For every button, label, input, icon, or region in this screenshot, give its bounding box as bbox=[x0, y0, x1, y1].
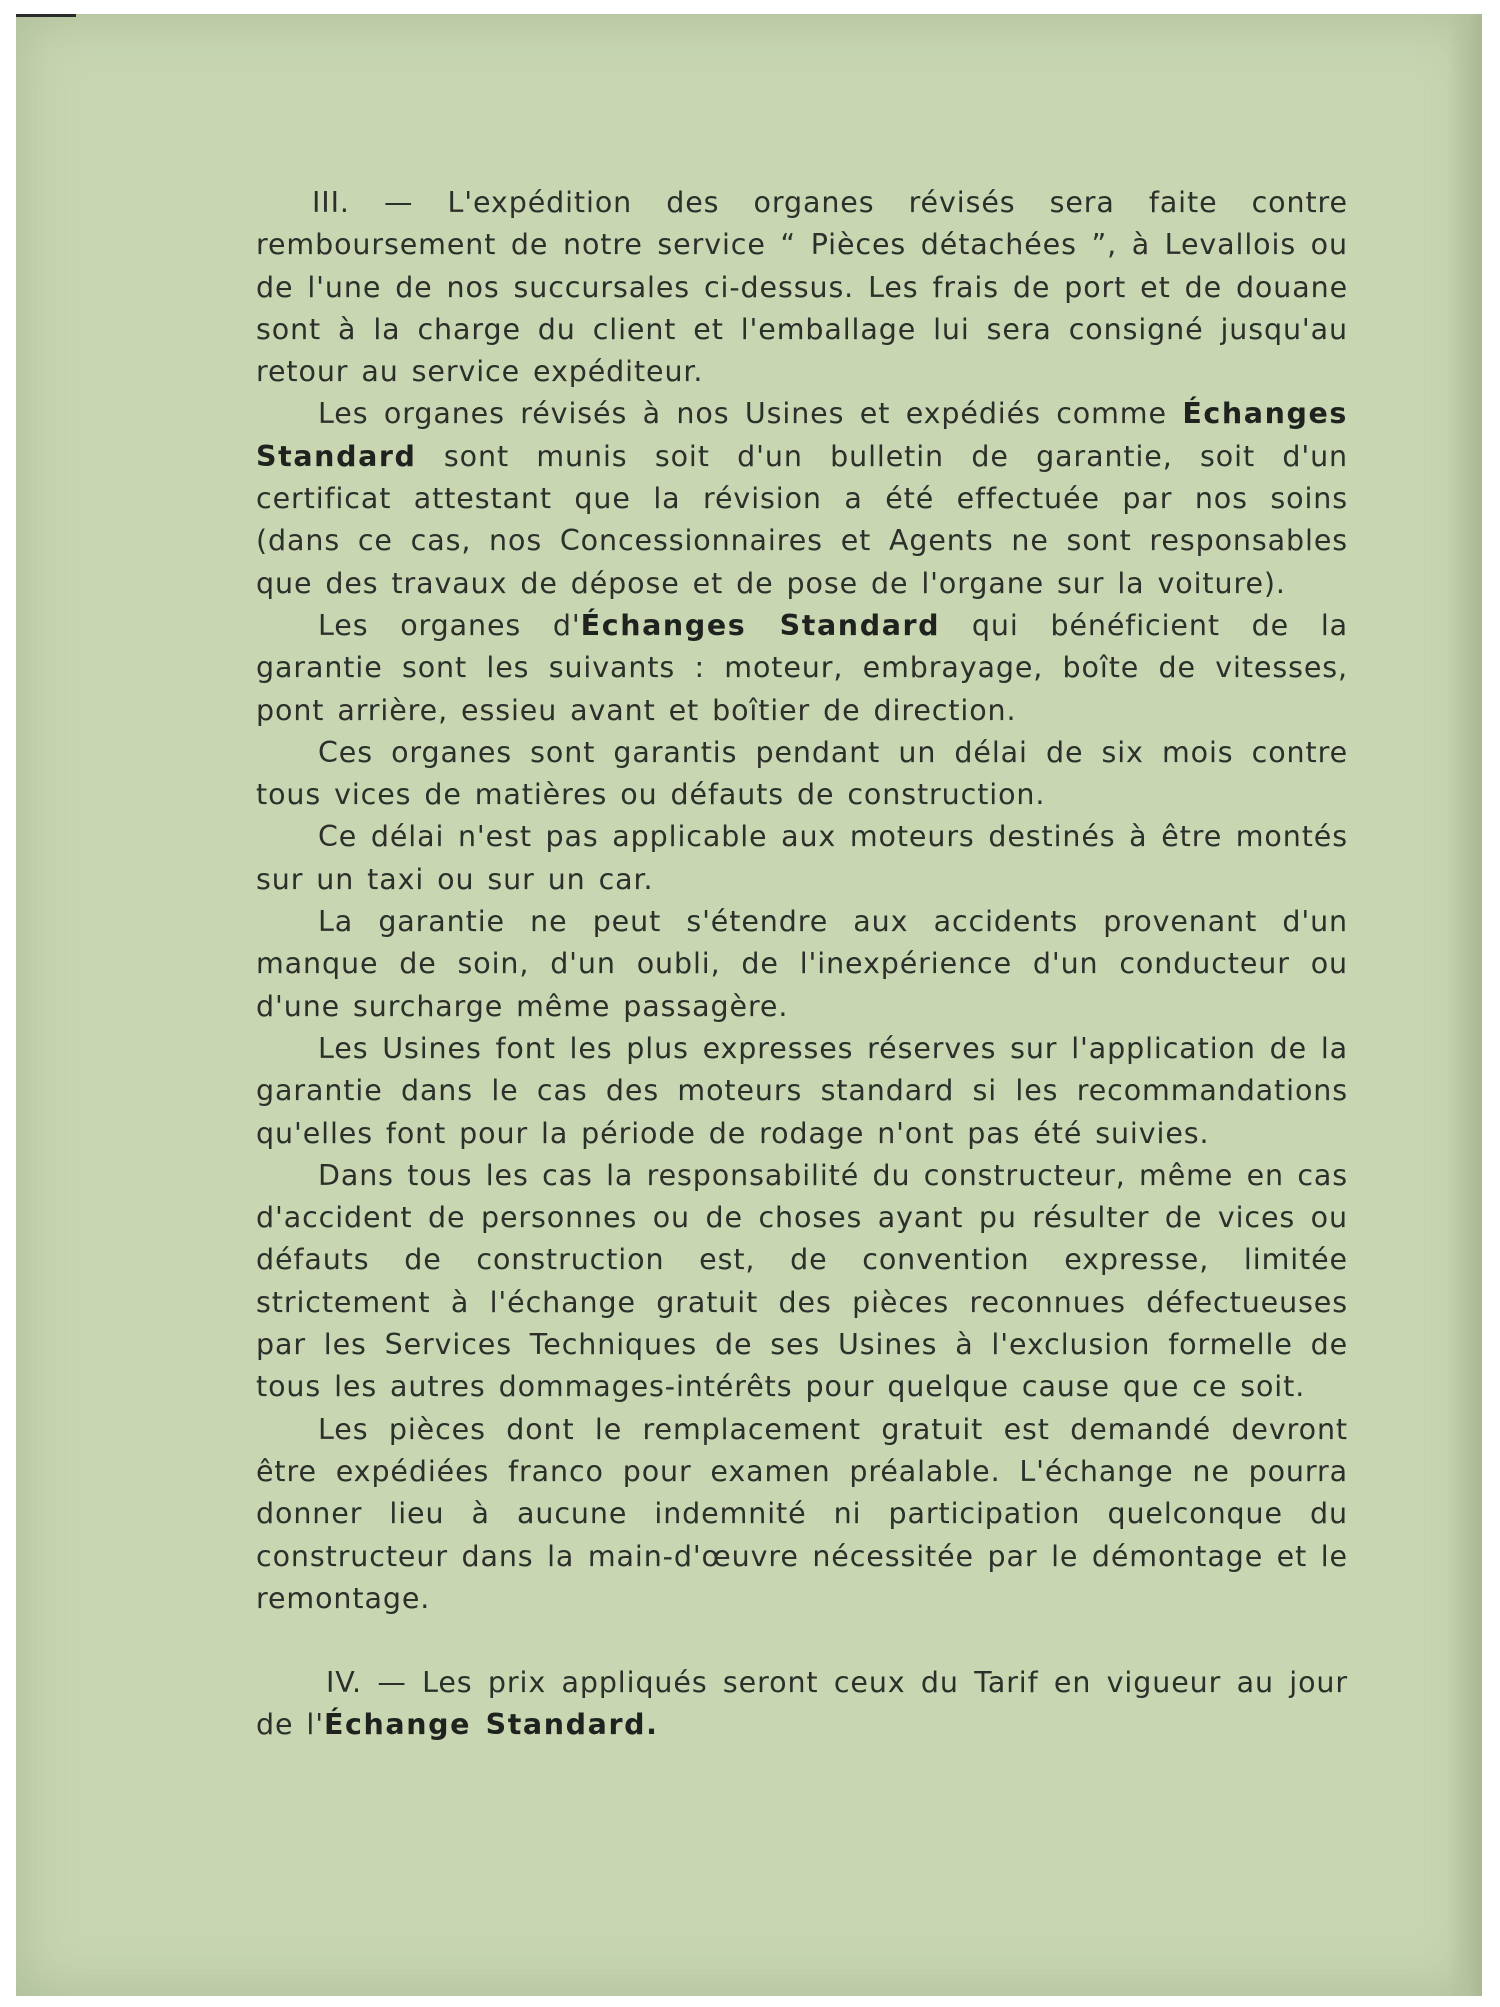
brand-term: Échanges Standard bbox=[580, 608, 941, 642]
paragraph-warranty-period bbox=[256, 732, 1348, 817]
paragraph-covered-parts bbox=[256, 605, 1348, 732]
paragraph-taxi-exclusion bbox=[256, 816, 1348, 901]
text-segment: III. — L'expédition des organes révisés sera faite contre remboursement de notre service “ Pièces détachées ”, à Levallois ou de l'une de nos succursales ci-dessus. Les frais de port et de douane sont à la charge du client et l'emballage lui sera consigné jusqu'au retour au service expéditeur. bbox=[256, 186, 1348, 389]
text-segment: Dans tous les cas la responsabilité du constructeur, même en cas d'accident de personnes ou de choses ayant pu résulter de vices ou défauts de construction est, de convention expresse, limitée strictement à l'échange gratuit des pièces reconnues défectueuses par les Services Techniques de ses Usines à l'exclusion formelle de tous les autres dommages-intérêts pour quelque cause que ce soit. bbox=[256, 1158, 1348, 1404]
paragraph-revised-parts-warranty bbox=[256, 393, 1348, 604]
text-segment: Les pièces dont le remplacement gratuit est demandé devront être expédiées franco pour examen préalable. L'échange ne pourra donner lieu à aucune indemnité ni participation quelconque du constructeur dans la main-d'œuvre nécessitée par le démontage et le remontage. bbox=[256, 1412, 1348, 1615]
text-segment: La garantie ne peut s'étendre aux accidents provenant d'un manque de soin, d'un oubli, de l'inexpérience d'un conducteur ou d'une surcharge même passagère. bbox=[256, 905, 1348, 1023]
text-segment: Ces organes sont garantis pendant un délai de six mois contre tous vices de matières ou défauts de construction. bbox=[256, 735, 1348, 812]
paragraph-accident-exclusion bbox=[256, 901, 1348, 1028]
text-segment: sont munis soit d'un bulletin de garantie, soit d'un certificat attestant que la révision a été effectuée par nos soins (dans ce cas, nos Concessionnaires et Agents ne sont responsables que des travaux de dépose et de pose de l'organe sur la voiture). bbox=[256, 439, 1348, 600]
page-edge-shadow bbox=[1448, 14, 1482, 1996]
text-segment: qui bénéficient de la garantie sont les suivants : moteur, embrayage, boîte de vitesses, pont arrière, essieu avant et boîtier de direction. bbox=[256, 608, 1348, 727]
text-segment: Ce délai n'est pas applicable aux moteurs destinés à être montés sur un taxi ou sur un car. bbox=[256, 820, 1348, 896]
paragraph-running-in-reserve bbox=[256, 1028, 1348, 1155]
scan-edge-mark bbox=[16, 14, 76, 17]
brand-term: Échanges Standard bbox=[256, 397, 1348, 473]
brand-term: Échange Standard. bbox=[323, 1708, 659, 1742]
text-segment: Les organes d' bbox=[318, 608, 581, 642]
paragraph-liability-limit bbox=[256, 1155, 1348, 1409]
paragraph-section-3-shipping bbox=[256, 182, 1348, 393]
paragraph-section-4-prices bbox=[256, 1662, 1348, 1747]
paragraph-replacement-parts bbox=[256, 1409, 1348, 1620]
body-text bbox=[256, 182, 1348, 1747]
text-segment: Les organes révisés à nos Usines et expédiés comme bbox=[318, 397, 1183, 431]
text-segment: IV. — Les prix appliqués seront ceux du Tarif en vigueur au jour de l' bbox=[256, 1666, 1348, 1742]
scanned-page bbox=[16, 14, 1482, 1996]
text-segment: Les Usines font les plus expresses réserves sur l'application de la garantie dans le cas des moteurs standard si les recommandations qu'elles font pour la période de rodage n'ont pas été suivies. bbox=[256, 1031, 1348, 1150]
